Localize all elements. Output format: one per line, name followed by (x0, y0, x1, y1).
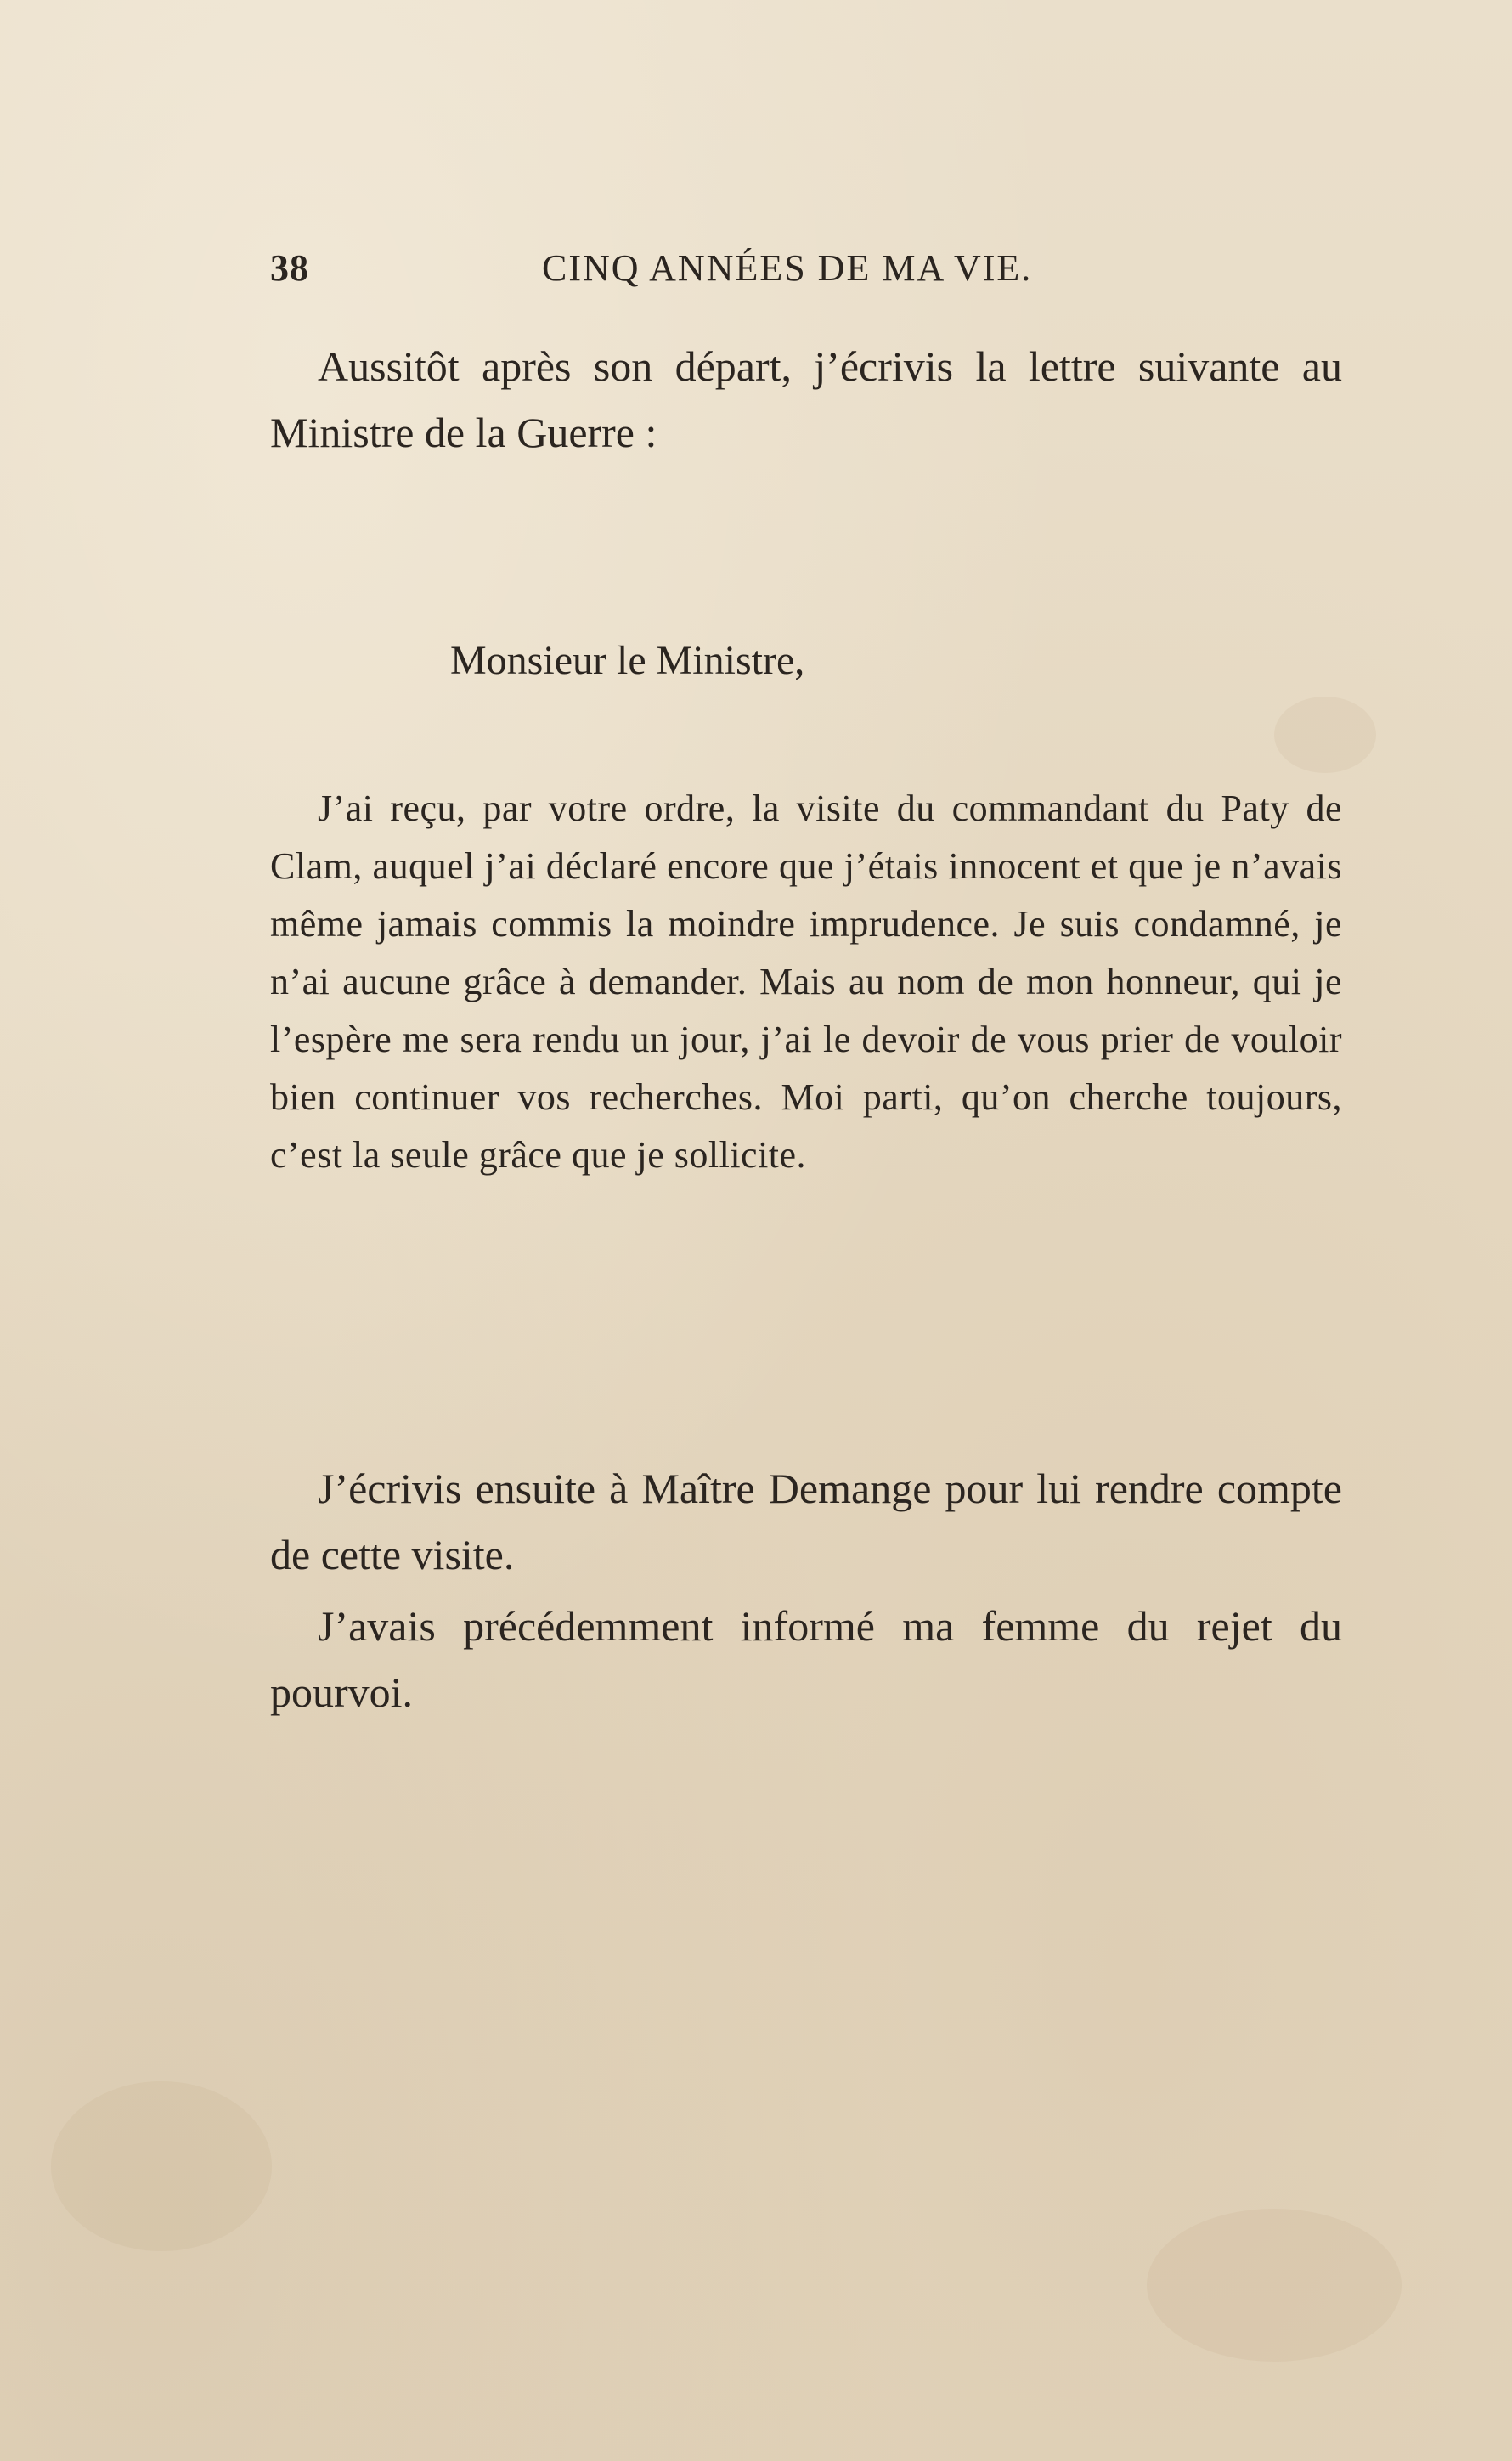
running-header (270, 246, 1342, 294)
letter-salutation: Monsieur le Ministre, (450, 638, 805, 683)
closing-section (270, 1455, 1342, 1725)
page-number: 38 (270, 247, 309, 289)
closing-paragraph-1: J’écrivis ensuite à Maître Demange pour lui rendre compte de cette visite. (270, 1465, 1342, 1578)
paper-stain (1274, 697, 1376, 773)
closing-paragraph-2: J’avais précédemment informé ma femme du rejet du pourvoi. (270, 1602, 1342, 1716)
intro-paragraph: Aussitôt après son départ, j’écrivis la lettre suivante au Ministre de la Guerre : (270, 342, 1342, 456)
paper-stain (51, 2081, 272, 2251)
paper-stain (1147, 2209, 1402, 2362)
intro-section (270, 333, 1342, 466)
running-title: CINQ ANNÉES DE MA VIE. (542, 247, 1033, 289)
letter-body: J’ai reçu, par votre ordre, la visite du commandant du Paty de Clam, auquel j’ai déclaré encore que j’étais innocent et que je n’avais même jamais commis la moindre imprudence. Je suis condamné, je n’ai aucune grâce à demander. Mais au nom de mon honneur, qui je l’espère me sera rendu un jour, j’ai le devoir de vous prier de vouloir bien continuer vos recherches. Moi parti, qu’on cherche toujours, c’est la seule grâce que je sollicite. (270, 787, 1342, 1176)
letter-body-section (270, 780, 1342, 1184)
